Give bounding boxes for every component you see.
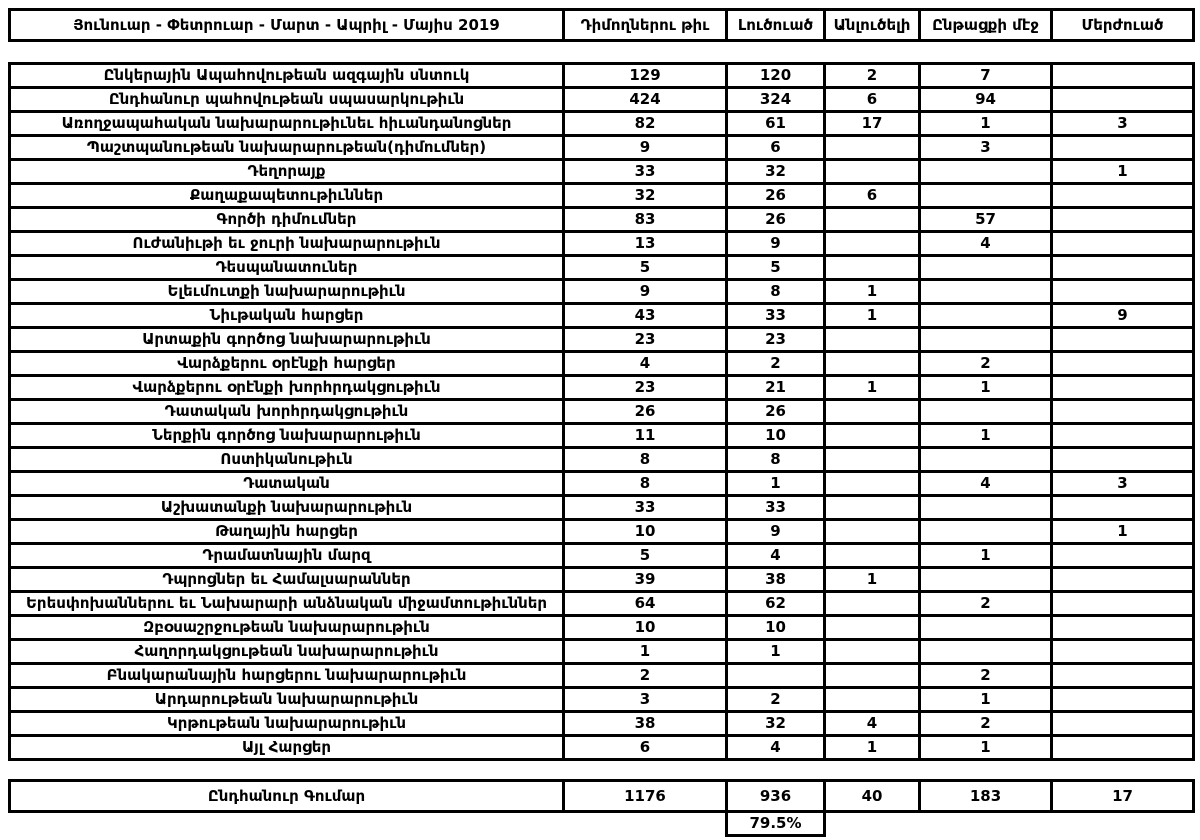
row-value: 38 [564,712,727,736]
row-value: 33 [727,496,825,520]
table-row [10,136,1194,160]
row-value [825,448,920,472]
table-row [10,424,1194,448]
row-value [1052,352,1194,376]
table-row [10,352,1194,376]
row-label: Պաշտպանութեան նախարարութեան(դիմումներ) [10,136,564,160]
table-row [10,112,1194,136]
row-value [1052,712,1194,736]
row-value: 2 [564,664,727,688]
table-row [10,640,1194,664]
solved-percent: 79.5% [727,812,825,836]
table-row [10,592,1194,616]
row-value: 2 [920,712,1052,736]
row-label: Ընկերային Ապահովութեան ազգային սնտուկ [10,64,564,88]
row-value: 7 [920,64,1052,88]
row-value [1052,424,1194,448]
row-value: 6 [564,736,727,760]
row-label: Զբօսաշրջութեան նախարարութիւն [10,616,564,640]
table-row [10,280,1194,304]
row-value: 1 [564,640,727,664]
total-applicants: 1176 [564,781,727,812]
row-value [825,352,920,376]
row-value: 1 [825,376,920,400]
row-value: 3 [564,688,727,712]
spacer-cell [10,812,564,836]
row-value [920,496,1052,520]
row-value [1052,256,1194,280]
row-value: 2 [727,688,825,712]
table-row [10,688,1194,712]
row-value [825,520,920,544]
row-value [1052,688,1194,712]
row-value: 23 [564,376,727,400]
row-value [1052,568,1194,592]
row-value [1052,280,1194,304]
row-label: Ներքին գործոց նախարարութիւն [10,424,564,448]
header-table [8,8,1195,42]
row-value: 23 [564,328,727,352]
row-value [1052,592,1194,616]
row-label: Առողջապահական նախարարութիւնեւ հիւանդանոցներ [10,112,564,136]
spacer-cell [825,812,920,836]
row-value [1052,328,1194,352]
col-header-applicants: Դիմողներու թիւ [564,10,727,41]
row-value: 94 [920,88,1052,112]
row-value: 62 [727,592,825,616]
table-row [10,160,1194,184]
row-value: 3 [920,136,1052,160]
table-row [10,184,1194,208]
row-value [920,256,1052,280]
row-value: 61 [727,112,825,136]
row-label: Ելեւմուտքի նախարարութիւն [10,280,564,304]
row-value [825,256,920,280]
row-value: 1 [920,424,1052,448]
row-value: 8 [564,472,727,496]
table-row [10,568,1194,592]
row-value: 324 [727,88,825,112]
monthly-report [8,8,1195,837]
row-value [825,688,920,712]
row-value: 23 [727,328,825,352]
row-value [920,400,1052,424]
row-value: 1 [825,568,920,592]
spacer-cell [564,812,727,836]
table-row [10,304,1194,328]
table-row [10,232,1194,256]
row-value [1052,88,1194,112]
row-value: 26 [564,400,727,424]
row-value: 4 [727,736,825,760]
row-value: 13 [564,232,727,256]
row-label: Դեսպանատուներ [10,256,564,280]
row-value [920,160,1052,184]
col-header-rejected: Մերժուած [1052,10,1194,41]
row-value: 64 [564,592,727,616]
row-value: 2 [727,352,825,376]
row-value: 4 [920,472,1052,496]
row-value: 4 [564,352,727,376]
total-solved: 936 [727,781,825,812]
table-row [10,88,1194,112]
row-label: Ընդհանուր պահովութեան սպասարկութիւն [10,88,564,112]
row-label: Վարձքերու օրէնքի հարցեր [10,352,564,376]
header-row [10,10,1194,41]
row-value: 129 [564,64,727,88]
row-value: 1 [920,688,1052,712]
row-label: Դրամատնային մարզ [10,544,564,568]
row-value: 33 [727,304,825,328]
row-value [1052,136,1194,160]
row-value: 17 [825,112,920,136]
row-value [727,664,825,688]
row-value: 10 [727,424,825,448]
row-value: 32 [564,184,727,208]
row-value: 8 [727,448,825,472]
table-row [10,256,1194,280]
row-value: 8 [727,280,825,304]
row-value [920,184,1052,208]
row-value [1052,64,1194,88]
row-value: 1 [727,640,825,664]
col-header-solved: Լուծուած [727,10,825,41]
row-label: Նիւթական հարցեր [10,304,564,328]
row-label: Դատական [10,472,564,496]
table-row [10,400,1194,424]
row-value: 21 [727,376,825,400]
row-value: 1 [825,280,920,304]
row-value: 424 [564,88,727,112]
row-value: 1 [1052,520,1194,544]
row-value: 4 [920,232,1052,256]
table-row [10,736,1194,760]
row-value: 5 [564,544,727,568]
row-value: 4 [727,544,825,568]
row-value [1052,376,1194,400]
row-value: 9 [727,520,825,544]
col-header-unsolvable: Անլուծելի [825,10,920,41]
row-label: Աշխատանքի նախարարութիւն [10,496,564,520]
row-value [1052,400,1194,424]
row-value: 1 [920,544,1052,568]
row-value: 11 [564,424,727,448]
total-label: Ընդհանուր Գումար [10,781,564,812]
row-value: 26 [727,400,825,424]
row-value [1052,544,1194,568]
row-value: 33 [564,160,727,184]
row-value: 57 [920,208,1052,232]
row-value: 6 [825,88,920,112]
row-label: Թաղային հարցեր [10,520,564,544]
row-value: 43 [564,304,727,328]
row-value [825,592,920,616]
total-in-progress: 183 [920,781,1052,812]
row-label: Քաղաքապետութիւններ [10,184,564,208]
spacer-cell [920,812,1052,836]
row-value: 4 [825,712,920,736]
row-value: 26 [727,184,825,208]
row-value: 9 [727,232,825,256]
row-value [1052,232,1194,256]
row-value [1052,448,1194,472]
row-value: 5 [727,256,825,280]
row-value [1052,664,1194,688]
row-value [920,304,1052,328]
row-label: Այլ Հարցեր [10,736,564,760]
row-value [825,472,920,496]
row-value: 5 [564,256,727,280]
row-value: 1 [1052,160,1194,184]
row-value [920,448,1052,472]
row-value [1052,616,1194,640]
row-value: 1 [825,736,920,760]
table-row [10,544,1194,568]
row-value: 2 [920,592,1052,616]
table-row [10,496,1194,520]
total-unsolvable: 40 [825,781,920,812]
row-value: 1 [920,736,1052,760]
applications-table [8,62,1195,761]
row-label: Կրթութեան նախարարութիւն [10,712,564,736]
row-value: 83 [564,208,727,232]
table-row [10,616,1194,640]
row-label: Դատական խորհրդակցութիւն [10,400,564,424]
row-label: Երեսփոխաններու եւ Նախարարի անձնական միջամտութիւններ [10,592,564,616]
row-value: 9 [1052,304,1194,328]
row-value [825,640,920,664]
row-label: Ուժանիւթի եւ ջուրի նախարարութիւն [10,232,564,256]
row-value: 3 [1052,112,1194,136]
row-value: 38 [727,568,825,592]
row-label: Դեղորայք [10,160,564,184]
table-row [10,664,1194,688]
row-value: 1 [727,472,825,496]
row-value [825,664,920,688]
row-value: 1 [920,376,1052,400]
row-value [920,280,1052,304]
row-value: 6 [727,136,825,160]
row-value [825,232,920,256]
solved-percent-row [10,812,1194,836]
row-value: 3 [1052,472,1194,496]
row-value: 26 [727,208,825,232]
row-value: 2 [920,664,1052,688]
row-value: 10 [564,520,727,544]
spacer-cell [1052,812,1194,836]
row-value: 9 [564,136,727,160]
row-value: 6 [825,184,920,208]
period-title: Յունուար - Փետրուար - Մարտ - Ապրիլ - Մայիս 2019 [10,10,564,41]
row-label: Արտաքին գործոց նախարարութիւն [10,328,564,352]
row-value [825,400,920,424]
totals-table [8,779,1195,837]
row-value [920,328,1052,352]
row-value: 1 [825,304,920,328]
table-row [10,520,1194,544]
totals-row [10,781,1194,812]
row-value: 33 [564,496,727,520]
row-value: 32 [727,712,825,736]
row-value [1052,208,1194,232]
row-value: 9 [564,280,727,304]
row-label: Բնակարանային հարցերու նախարարութիւն [10,664,564,688]
row-label: Ոստիկանութիւն [10,448,564,472]
row-value [825,208,920,232]
row-label: Հաղորդակցութեան նախարարութիւն [10,640,564,664]
row-value [825,544,920,568]
total-rejected: 17 [1052,781,1194,812]
row-value [825,136,920,160]
table-row [10,448,1194,472]
row-value [920,568,1052,592]
row-value [1052,184,1194,208]
row-value [920,520,1052,544]
table-row [10,712,1194,736]
row-value [825,328,920,352]
row-value [825,496,920,520]
row-value [1052,640,1194,664]
table-row [10,376,1194,400]
table-row [10,64,1194,88]
row-value [1052,736,1194,760]
row-value: 10 [727,616,825,640]
row-value: 120 [727,64,825,88]
row-label: Դպրոցներ եւ Համալսարաններ [10,568,564,592]
row-value: 39 [564,568,727,592]
row-value: 32 [727,160,825,184]
row-value: 2 [920,352,1052,376]
row-value: 10 [564,616,727,640]
row-value: 1 [920,112,1052,136]
row-value: 2 [825,64,920,88]
table-row [10,328,1194,352]
row-value [825,616,920,640]
row-value [825,160,920,184]
table-row [10,208,1194,232]
table-row [10,472,1194,496]
row-value [920,616,1052,640]
row-value [825,424,920,448]
col-header-in-progress: Ընթացքի մէջ [920,10,1052,41]
row-value: 82 [564,112,727,136]
row-value: 8 [564,448,727,472]
row-label: Վարձքերու օրէնքի խորհրդակցութիւն [10,376,564,400]
row-value [1052,496,1194,520]
row-value [920,640,1052,664]
row-label: Գործի դիմումներ [10,208,564,232]
row-label: Արդարութեան նախարարութիւն [10,688,564,712]
